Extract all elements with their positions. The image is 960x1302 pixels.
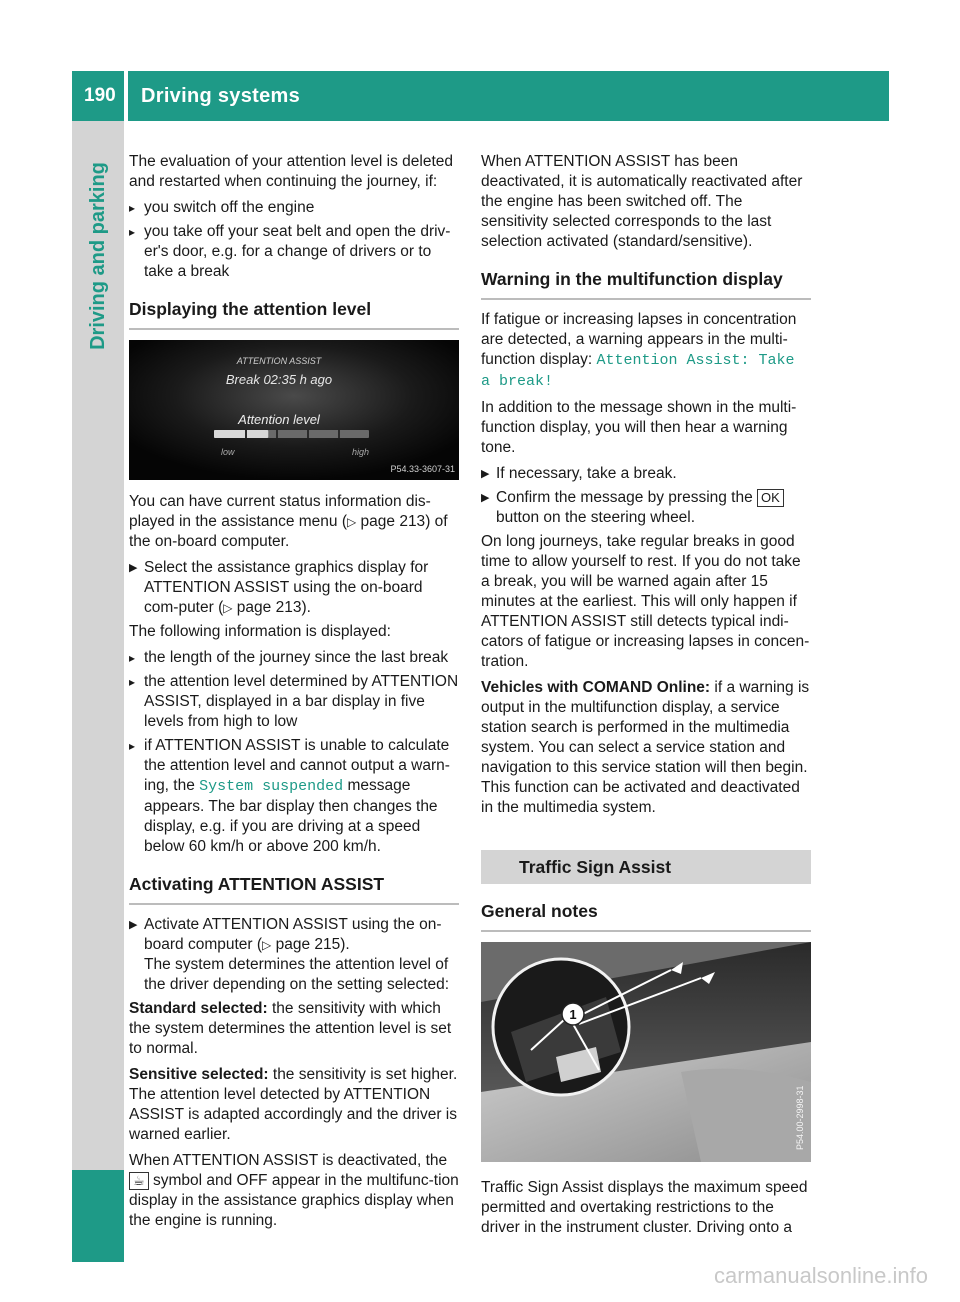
page-ref-arrow-icon: ▷	[262, 938, 272, 952]
section-traffic-sign-assist: Traffic Sign Assist	[481, 850, 811, 884]
side-tab-marker	[72, 1170, 124, 1262]
action-step: ▶ Confirm the message by pressing the OK button on the steering wheel.	[481, 488, 811, 528]
display-break-text: Break 02:35 h ago	[225, 372, 333, 387]
list-item: ▸ if ATTENTION ASSIST is unable to calculate the attention level and cannot output a warn-ing, the System suspended message appears. The bar display then changes the display, e.g. if you are driving at a speed below 60 km/h or above 200 km/h.	[129, 736, 459, 857]
page-reference-link[interactable]: page 213	[236, 599, 302, 616]
ok-key-icon: OK	[757, 489, 784, 507]
action-step: ▶ Select the assistance graphics display for ATTENTION ASSIST using the on-board com-puter (▷ page 213).	[129, 558, 459, 618]
page-title: Driving systems	[141, 85, 301, 107]
attention-level-display-figure	[129, 340, 459, 480]
fatigue-warning-text: If fatigue or increasing lapses in concentration are detected, a warning appears in the multi-function display: Attention Assist: Take a break!	[481, 311, 797, 390]
sensitive-selected-text: Sensitive selected: the sensitivity is set higher. The attention level detected by ATTENTION ASSIST is adapted accordingly and the driver is warned earlier.	[129, 1066, 458, 1143]
callout-number: 1	[569, 1007, 577, 1022]
footer-watermark: carmanualsonline.info	[713, 1263, 928, 1288]
list-item: ▸ the length of the journey since the last break	[129, 648, 459, 668]
page-reference-link[interactable]: page 213	[360, 513, 426, 530]
take-a-break-message: Attention Assist: Take a break!	[481, 352, 795, 390]
display-header-text: ATTENTION ASSIST	[236, 356, 322, 366]
system-suspended-message: System suspended	[199, 778, 344, 795]
heading-general-notes: General notes	[481, 900, 811, 932]
heading-displaying-attention-level: Displaying the attention level	[129, 298, 459, 330]
long-journeys-text: On long journeys, take regular breaks in good time to allow yourself to rest. If you do not take a break, you will be warned again after 15 minutes at the earliest. This will only happen if ATTENTION ASSIST still detects typical indi-cators of fatigue or increasing lapses in concen-tration.	[481, 533, 810, 670]
action-step: ▶ Activate ATTENTION ASSIST using the on-board computer (▷ page 215). The system determines the attention level of the driver depending on the setting selected:	[129, 915, 459, 995]
status-info-text: You can have current status information dis-played in the assistance menu (▷ page 213) of the on-board computer.	[129, 493, 448, 550]
coffee-cup-icon: ☕	[129, 1172, 149, 1190]
warning-tone-text: In addition to the message shown in the multi-function display, you will then hear a warning tone.	[481, 399, 797, 456]
page-number: 190	[84, 85, 116, 106]
deactivated-text: When ATTENTION ASSIST is deactivated, the ☕ symbol and OFF appear in the multifunc-tion display in the assistance graphics display when the engine is running.	[129, 1152, 459, 1229]
side-tab-label: Driving and parking	[87, 162, 109, 350]
display-screen-graphic	[129, 340, 459, 480]
intro-text: The evaluation of your attention level is deleted and restarted when continuing the journey, if:	[129, 153, 453, 190]
comand-online-text: Vehicles with COMAND Online: if a warning is output in the multifunction display, a service station search is performed in the multimedia system. You can select a service station and navigation to this service station will then begin. This function can be activated and deactivated in the multimedia system.	[481, 679, 810, 816]
display-level-label: Attention level	[238, 412, 320, 427]
list-item: ▸ the attention level determined by ATTENTION ASSIST, displayed in a bar display in five levels from high to low	[129, 672, 459, 732]
display-low-label: low	[221, 447, 235, 457]
display-high-label: high	[351, 447, 369, 457]
level-bar-fill	[214, 430, 268, 438]
page-ref-arrow-icon: ▷	[346, 515, 357, 529]
traffic-sign-assist-text: Traffic Sign Assist displays the maximum speed permitted and overtaking restrictions to the driver in the instrument cluster. Driving onto a	[481, 1179, 808, 1236]
windscreen-camera-figure	[481, 942, 811, 1162]
left-column	[129, 152, 459, 1237]
heading-warning-multifunction: Warning in the multifunction display	[481, 268, 811, 300]
following-info-text: The following information is displayed:	[129, 623, 391, 640]
standard-selected-text: Standard selected: the sensitivity with which the system determines the attention level is set to normal.	[129, 1000, 452, 1057]
car-windscreen-graphic	[481, 942, 811, 1162]
list-item: ▸ you take off your seat belt and open the driv-er's door, e.g. for a change of drivers or to take a break	[129, 222, 459, 282]
figure-code: P54.33-3607-31	[390, 464, 455, 474]
action-step: ▶ If necessary, take a break.	[481, 464, 811, 484]
header-divider	[124, 71, 128, 121]
list-item: ▸ you switch off the engine	[129, 198, 459, 218]
figure-code: P54.00-2998-31	[795, 1085, 805, 1150]
page-ref-arrow-icon: ▷	[223, 601, 233, 615]
heading-activating-attention-assist: Activating ATTENTION ASSIST	[129, 873, 459, 905]
reactivated-text: When ATTENTION ASSIST has been deactivated, it is automatically reactivated after the engine has been switched off. The sensitivity selected corresponds to the last selection activated (standard/sensitive).	[481, 153, 803, 250]
right-column	[481, 152, 811, 1244]
page-reference-link[interactable]: page 215	[275, 936, 341, 953]
